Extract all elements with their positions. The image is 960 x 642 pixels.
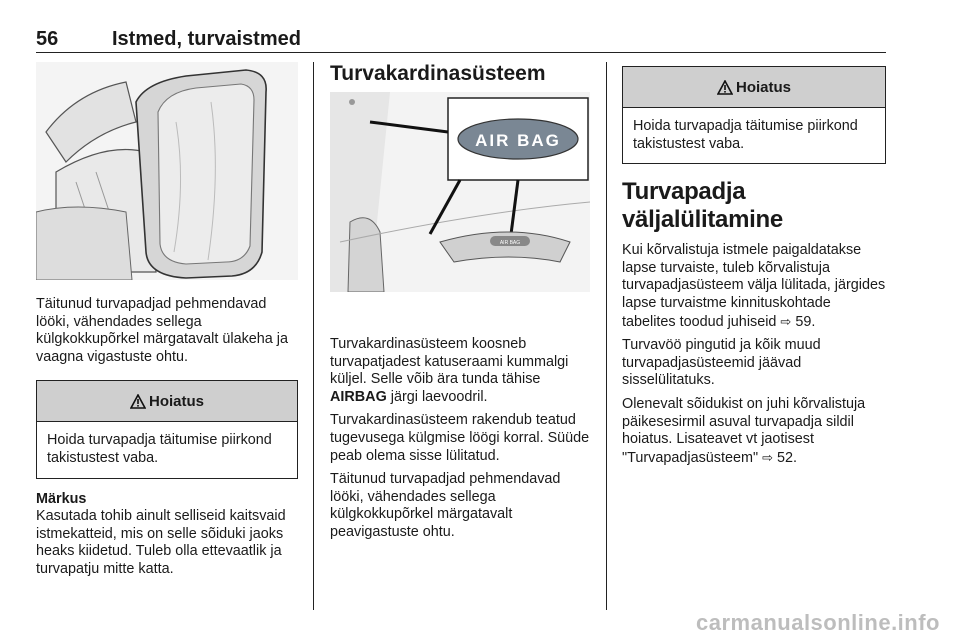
note-title: Märkus — [36, 490, 87, 507]
col3-paragraph-3 — [622, 396, 886, 467]
small-airbag-label: AIR BAG — [499, 240, 521, 246]
col2-paragraph-1 — [330, 336, 590, 406]
seat-airbag-illustration — [36, 62, 298, 280]
column-1 — [36, 62, 298, 579]
curtain-airbag-illustration — [330, 92, 590, 292]
page-header — [36, 26, 886, 54]
col3-warning-body: Hoida turvapadja täitumise piirkond takistustest vaba. — [633, 118, 858, 152]
col1-paragraph: Täitunud turvapadjad pehmendavad lööki, vähendades sellega külgkokkupõrkel märgatavalt ülakeha ja vaagna vigastuste ohtu. — [36, 296, 288, 365]
column-divider-1 — [313, 62, 314, 610]
column-divider-2 — [606, 62, 607, 610]
page-ref-arrow-icon: ⇨ — [780, 313, 792, 329]
header-rule — [36, 52, 886, 53]
col3-warning-title: Hoiatus — [735, 78, 791, 96]
note-body: Kasutada tohib ainult selliseid kaitsvaid istmekatteid, mis on selle sõiduki jaoks heaks kiidetud. Tuleb olla ettevaatlik ja turvapatju mitte katta. — [36, 508, 286, 577]
col1-warning-body: Hoida turvapadja täitumise piirkond takistustest vaba. — [47, 432, 272, 466]
warning-icon — [717, 80, 733, 95]
curtain-airbag-heading: Turvakardinasüsteem — [330, 62, 546, 85]
col3-para1-page-ref[interactable]: 59. — [795, 313, 816, 330]
col3-para3-text: Olenevalt sõidukist on juhi kõrvalistuja päikesesirmil asuval turvapadja sildil hoiatus. Lisateavet vt jaotisest "Turvapadjasüsteem" — [622, 395, 866, 466]
col2-paragraph-3: Täitunud turvapadjad pehmendavad lööki, vähendades sellega külgkokkupõrkel märgatavalt peavigastuste ohtu. — [330, 471, 561, 540]
col2-paragraph-2: Turvakardinasüsteem rakendub teatud tugevusega külgmise löögi korral. Süüde peab olema sisse lülitatud. — [330, 412, 590, 464]
col2-para1-end: järgi laevoodril. — [386, 388, 488, 405]
col3-para1-text: Kui kõrvalistuja istmele paigaldatakse lapse turvaiste, tuleb kõrvalistuja turvapadjasüsteem välja lülitada, järgides lapse turvaistme kinnituskohtade tabelites toodud juhiseid — [622, 242, 886, 330]
col2-para1-bold: AIRBAG — [330, 388, 387, 405]
col2-para1-text: Turvakardinasüsteem koosneb turvapatjadest katuseraami kummalgi küljel. Selle võib ära tunda tähise — [330, 336, 569, 388]
col3-warning-header — [623, 67, 885, 108]
col1-warning-header — [37, 381, 297, 422]
column-3 — [622, 62, 886, 473]
page-ref-arrow-icon: ⇨ — [762, 449, 773, 465]
page-number: 56 — [36, 28, 59, 50]
airbag-label: AIR BAG — [475, 131, 561, 150]
col1-warning-title: Hoiatus — [148, 392, 204, 410]
watermark: carmanualsonline.info — [696, 610, 940, 635]
airbag-deactivation-heading: Turvapadja väljalülitamine — [622, 178, 783, 234]
col3-paragraph-1 — [622, 242, 886, 331]
col1-warning-box — [36, 380, 298, 478]
page-section-title: Istmed, turvaistmed — [112, 28, 301, 50]
col3-para3-page-ref[interactable]: 52. — [776, 449, 797, 466]
warning-icon — [130, 394, 146, 409]
col3-paragraph-2: Turvavöö pingutid ja kõik muud turvapadjasüsteemid jäävad sisselülitatuks. — [622, 337, 821, 389]
col3-warning-box — [622, 66, 886, 164]
column-2 — [330, 62, 590, 548]
